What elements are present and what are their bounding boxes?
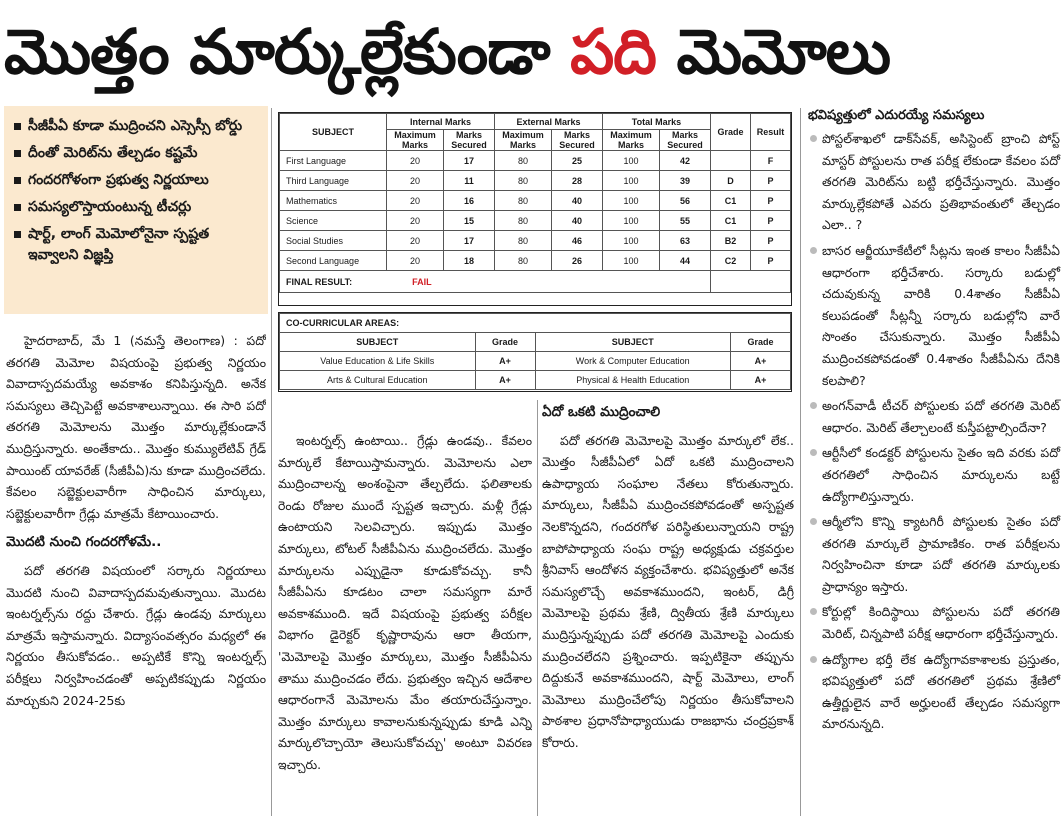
table-row: Arts & Cultural Education A+ Physical & Health Education A+	[280, 371, 791, 390]
final-result-row	[280, 271, 791, 293]
header-secured: Marks Secured	[551, 130, 602, 151]
sidebar-heading: భవిష్యత్తులో ఎదురయ్యే సమస్యలు	[808, 108, 985, 123]
headline-part1: మొత్తం మార్కుల్లేకుండా	[4, 15, 571, 88]
table-row: Social Studies 20 17 80 46 100 63 B2 P	[280, 231, 791, 251]
header-max: Maximum Marks	[602, 130, 659, 151]
highlight-item: షార్ట్, లాంగ్ మెమోలోనైనా స్పష్టత ఇవ్వాలని విజ్ఞప్తి	[14, 224, 260, 266]
subheading: మొదటి నుంచి గందరగోళమే..	[6, 534, 162, 551]
headline-highlight: పది	[570, 15, 656, 88]
highlights-box	[4, 106, 268, 314]
article-column-1	[6, 330, 266, 818]
header-secured: Marks Secured	[659, 130, 710, 151]
column-divider	[800, 108, 801, 816]
article-paragraph: ఇంటర్నల్స్ ఉంటాయి.. గ్రేడ్లు ఉండవు.. కేవలం మార్కులే కేటాయిస్తామన్నారు. మెమోలను ఎలా ముద్రించాలన్న అంశంపైనా తేల్చలేదు. ఫలితాలకు రెండు రోజుల ముందే స్పష్టత ఇచ్చారు. మళ్లీ గ్రేడ్లు ఉంటాయని సెలవిచ్చారు. ఇప్పుడు మొత్తం మార్కులు, టోటల్ సీజీపీఏను ముద్రించలేదు. మొత్తం మార్కులను ఎప్పుడైనా కూడుకోవచ్చు. కానీ సీజీపీఏను కూడటం చాలా సమస్యగా మారే అవకాశముంది. ఇదే విషయంపై ప్రభుత్వ పరీక్షల విభాగం డైరెక్టర్ కృష్ణారావును ఆరా తీయగా, 'మెమోలపై మొత్తం మార్కులు, మొత్తం సీజీపీఏను తాము ముద్రించడం లేదు. ప్రభుత్వం ఇచ్చిన ఆదేశాల ఆధారంగానే మెమోలను మేం తయారుచేస్తున్నాం. మొత్తం మార్కులు కావాలనుకున్నప్పుడు కూడి ఎన్ని మార్కులొచ్చాయో తెలుసుకోవచ్చు' అంటూ వివరణ ఇచ్చారు.	[278, 433, 532, 772]
table-row: Value Education & Life Skills A+ Work & Computer Education A+	[280, 352, 791, 371]
column-divider	[271, 108, 272, 816]
list-item: ఉద్యోగాల భర్తీ లేక ఉద్యోగావకాశాలకు ప్రస్తుతం, భవిష్యత్తులో పదో తరగతిలో ప్రథమ శ్రేణిలో ఉత్తీర్ణులైన వారే అర్హులంటే తేల్చడం సమస్యగా మారనున్నది.	[808, 649, 1060, 735]
issues-list	[808, 128, 1060, 739]
table-row: First Language 20 17 80 25 100 42 F	[280, 151, 791, 171]
header-internal: Internal Marks	[387, 114, 495, 130]
headline	[0, 0, 1062, 104]
header-secured: Marks Secured	[443, 130, 494, 151]
table-row: Second Language 20 18 80 26 100 44 C2 P	[280, 251, 791, 271]
table-row: Third Language 20 11 80 28 100 39 D P	[280, 171, 791, 191]
co-curricular-table: CO-CURRICULAR AREAS: SUBJECT Grade SUBJECT Grade Value Education & Life Skills A+ Work & Computer Education A+ Arts & Cultural Education A+ Physical & Health Education A+	[278, 312, 792, 392]
article-column-3	[542, 400, 794, 818]
highlight-item: సమస్యలొస్తాయంటున్న టీచర్లు	[14, 197, 260, 218]
highlight-item: దీంతో మెరిట్‌ను తేల్చడం కష్టమే	[14, 143, 260, 164]
highlight-item: గందరగోళంగా ప్రభుత్వ నిర్ణయాలు	[14, 170, 260, 191]
list-item: కోర్టుల్లో కిందిస్థాయి పోస్టులను పదో తరగతి మెరిట్, చిన్నపాటి పరీక్ష ఆధారంగా భర్తీచేస్తున్నారు.	[808, 601, 1060, 644]
article-paragraph: పదో తరగతి మెమోలపై మొత్తం మార్కులో లేక.. మొత్తం సీజీపీఏలో ఏదో ఒకటి ముద్రించాలని ఉపాధ్యాయ సంఘాల నేతలు కోరుతున్నారు. మార్కులు, సీజీపీఏ ముద్రించకపోవడంతో అస్పష్టత నెలకొన్నదని, గందరగోళ పరిస్థితులున్నాయని రాష్ట్ర బాపోపాధ్యాయ సంఘ రాష్ట్ర అధ్యక్షుడు చక్రవర్తుల శ్రీనివాస్ ఆందోళన వ్యక్తంచేశారు. భవిష్యత్తులో అనేక సమస్యలొచ్చే అవకాశముందని, ఇంటర్, డిగ్రీ మెమోలపై ప్రథమ శ్రేణి, ద్వితీయ శ్రేణి మార్కులు ముద్రిస్తున్నప్పుడు పదో తరగతి మెమోలపై ఎందుకు ముద్రించలేదని ప్రశ్నించారు. ఇప్పటికైనా తప్పును దిద్దుకునే అవకాశముందని, షార్ట్ మెమోలు, లాంగ్ మెమోలు ముద్రించేలోపు నిర్ణయం తీసుకోవాలని పాఠశాల ప్రధానోపాధ్యాయుడు రాజభాను చంద్రప్రకాశ్ కోరారు.	[542, 432, 794, 750]
header-grade: Grade	[711, 114, 751, 151]
article-paragraph: హైదరాబాద్, మే 1 (నమస్తే తెలంగాణ) : పదో తరగతి మెమోల విషయంపై ప్రభుత్వ నిర్ణయం వివాదాస్పదమయ్యే అవకాశం కనిపిస్తున్నది. అనేక సమస్యలు తెచ్చిపెట్టే అవకాశాలున్నాయి. ఈ సారి పదో తరగతి మెమోలను మొత్తం మార్కుల్లేకుండానే ముద్రిస్తున్నారు. అంతేకాదు.. మొత్తం కుమ్యులేటివ్ గ్రేడ్ పాయింట్ యావరేజ్ (సీజీపీఏ)ను కూడా ముద్రించలేదు. కేవలం సబ్జెక్టులవారీగా సాధించిన మార్కులు, సబ్జెక్టులవారీగా గ్రేడ్లు మాత్రమే కేటాయించారు.	[6, 333, 266, 521]
final-result-value: FAIL	[412, 276, 432, 287]
list-item: అంగన్‌వాడీ టీచర్ పోస్టులకు పదో తరగతి మెరిట్ ఆధారం. మెరిట్ తేల్చాలంటే కుస్తీపట్టాల్సిందేనా?	[808, 395, 1060, 438]
marks-memo-table	[278, 112, 792, 306]
list-item: ఆర్మీలోని కొన్ని క్యాటగిరీ పోస్టులకు సైతం పదో తరగతి మార్కులే ప్రామాణికం. రాత పరీక్షలను నిర్వహించినా కూడా పదో తరగతి మార్కులకు ప్రాధాన్యం ఇస్తారు.	[808, 511, 1060, 597]
list-item: ఆర్టీసీలో కండక్టర్ పోస్టులను సైతం ఇది వరకు పదో తరగతిలో సాధించిన మార్కులను బట్టే ఉద్యోగాలిస్తున్నారు.	[808, 442, 1060, 507]
list-item: పోస్టల్‌శాఖలో డాక్‌సేవక్, అసిస్టెంట్ బ్రాంచి పోస్ట్ మాస్టర్ పోస్టులను రాత పరీక్ష లేకుండా కేవలం పదో తరగతి మెరిట్‌ను బట్టి భర్తీచేస్తున్నారు. మొత్తం మార్కుల్లేకపోతే ఎవరు ప్రతిభావంతులో తేల్చడం ఎలా.. ?	[808, 128, 1060, 236]
list-item: బాసర ఆర్జీయూకేటీలో సీట్లను ఇంత కాలం సీజీపీఏ ఆధారంగా భర్తీచేశారు. సర్కారు బడుల్లో చదువుకున్న వారికి 0.4శాతం సీజీపీఏ కలుపడంతో సీట్లన్నీ సర్కారు బడుల్లోని వారే సొంతం చేసుకున్నారు. మొత్తం సీజీపీఏ ముద్రించకపోవడంతో 0.4శాతం సీజీపీఏను దేనికి కలపాలి?	[808, 240, 1060, 391]
header-total: Total Marks	[602, 114, 710, 130]
article-column-2	[278, 430, 532, 818]
header-max: Maximum Marks	[387, 130, 444, 151]
headline-part3: మెమోలు	[655, 15, 891, 88]
header-max: Maximum Marks	[494, 130, 551, 151]
header-subject: SUBJECT	[280, 114, 387, 151]
table-row: Mathematics 20 16 80 40 100 56 C1 P	[280, 191, 791, 211]
article-paragraph: పదో తరగతి విషయంలో సర్కారు నిర్ణయాలు మొదటి నుంచి వివాదాస్పదమవుతున్నాయి. మొదట ఇంటర్నల్స్‌ను రద్దు చేశారు. గ్రేడ్లు ఉండవు మార్కులు మాత్రమే ఇస్తామన్నారు. విద్యాసంవత్సరం మధ్యలో ఈ నిర్ణయం తీసుకోవడం.. అప్పటికే కొన్ని ఇంటర్నల్స్ పరీక్షలు నిర్వహించడంతో అప్పటికప్పుడు నిర్ణయం మార్చుకుని 2024-25కు	[6, 562, 266, 708]
final-result-label: FINAL RESULT:	[286, 276, 353, 287]
highlight-item: సీజీపీఏ కూడా ముద్రించని ఎస్సెస్సీ బోర్డు	[14, 116, 260, 137]
column-divider	[537, 400, 538, 816]
co-curricular-title: CO-CURRICULAR AREAS:	[280, 314, 791, 333]
table-row: Science 20 15 80 40 100 55 C1 P	[280, 211, 791, 231]
subheading: ఏదో ఒకటి ముద్రించాలి	[542, 404, 661, 420]
header-result: Result	[751, 114, 791, 151]
header-external: External Marks	[494, 114, 602, 130]
